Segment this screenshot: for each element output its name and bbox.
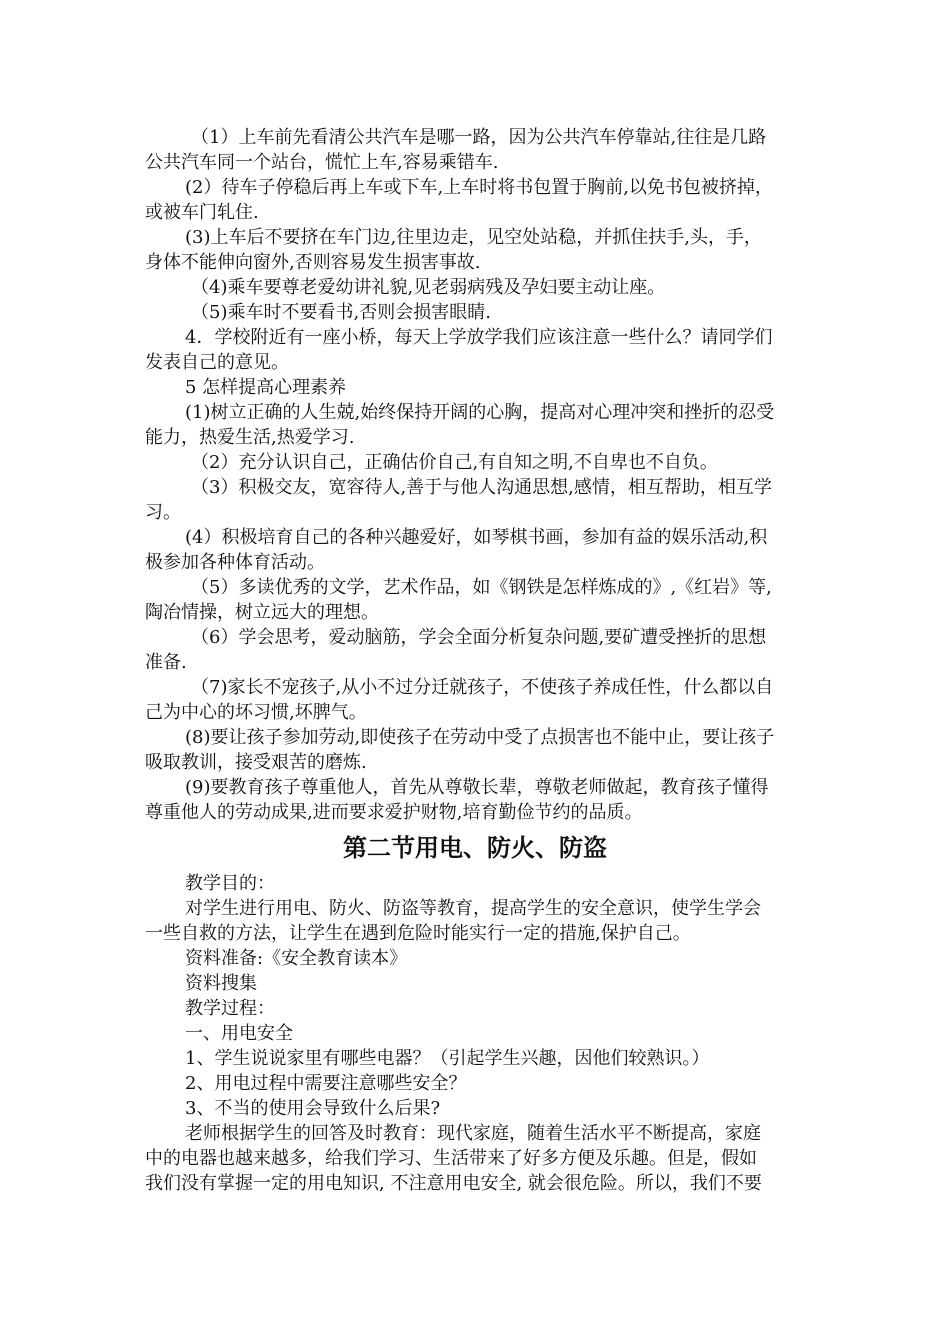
text-line: 发表自己的意见。	[145, 352, 289, 373]
text-line: （1）上车前先看清公共汽车是哪一路，因为公共汽车停靠站,往往是几路	[191, 127, 767, 148]
text-line: 能力，热爱生活,热爱学习.	[145, 427, 355, 448]
text-line: (1)树立正确的人生兢,始终保持开阔的心胸，提高对心理冲突和挫折的忍受	[185, 402, 775, 423]
text-line: （4)乘车要尊老爱幼讲礼貌,见老弱病残及孕妇要主动让座。	[191, 277, 666, 298]
text-line: 一些自救的方法，让学生在遇到危险时能实行一定的措施,保护自己。	[145, 923, 691, 944]
document-page	[145, 125, 805, 1196]
text-line: 我们没有掌握一定的用电知识, 不注意用电安全, 就会很危险。所以，我们不要	[145, 1173, 762, 1194]
text-line: 身体不能伸向窗外,否则容易发生损害事故.	[145, 252, 481, 273]
text-line: 5 怎样提高心理素养	[185, 377, 347, 398]
text-line: 老师根据学生的回答及时教育：现代家庭，随着生活水平不断提高，家庭	[185, 1123, 761, 1144]
text-line: （6）学会思考，爱动脑筋，学会全面分析复杂问题,要矿遭受挫折的思想	[191, 627, 767, 648]
text-line: 对学生进行用电、防火、防盗等教育，提高学生的安全意识，使学生学会	[185, 898, 761, 919]
text-line: 4．学校附近有一座小桥，每天上学放学我们应该注意一些什么？请同学们	[185, 327, 773, 348]
text-line: 2、用电过程中需要注意哪些安全？	[185, 1073, 467, 1094]
text-line: （2）充分认识自己，正确估价自己,有自知之明,不自卑也不自负。	[191, 452, 718, 473]
text-line: 己为中心的坏习惯,坏脾气。	[145, 702, 367, 723]
text-line: (4）积极培育自己的各种兴趣爱好，如琴棋书画，参加有益的娱乐活动,积	[185, 527, 768, 548]
text-line: (9)要教育孩子尊重他人，首先从尊敬长辈，尊敬老师做起，教育孩子懂得	[185, 777, 769, 798]
text-line: 3、不当的使用会导致什么后果?	[185, 1098, 441, 1119]
text-line: 公共汽车同一个站台，慌忙上车,容易乘错车.	[145, 152, 499, 173]
text-line: 1、学生说说家里有哪些电器？（引起学生兴趣，因他们较熟识。）	[185, 1048, 710, 1069]
text-line: (3)上车后不要挤在车门边,往里边走，见空处站稳，并抓住扶手,头，手，	[185, 227, 762, 248]
text-line: 尊重他人的劳动成果,进而要求爱护财物,培育勤俭节约的品质。	[145, 802, 643, 823]
section-heading: 第二节用电、防火、防盗	[343, 834, 607, 862]
text-line: 吸取教训，接受艰苦的磨炼.	[145, 752, 367, 773]
text-line: 资料准备:《安全教育读本》	[185, 948, 408, 969]
text-line: 资料搜集	[185, 973, 257, 994]
text-line: 教学目的：	[185, 873, 275, 894]
text-line: 或被车门轧住.	[145, 202, 259, 223]
text-line: （3）积极交友，宽容待人,善于与他人沟通思想,感情，相互帮助，相互学	[191, 477, 772, 498]
text-line: 习。	[145, 502, 181, 523]
text-line: (8)要让孩子参加劳动,即使孩子在劳动中受了点损害也不能中止，要让孩子	[185, 727, 775, 748]
text-line: （5）多读优秀的文学，艺术作品，如《钢铁是怎样炼成的》,《红岩》等,	[191, 577, 772, 598]
text-line: 准备.	[145, 652, 187, 673]
text-line: (2）待车子停稳后再上车或下车,上车时将书包置于胸前,以免书包被挤掉，	[185, 177, 773, 198]
text-line: 一、用电安全	[185, 1023, 293, 1044]
text-line: （7)家长不宠孩子,从小不过分迁就孩子，不使孩子养成任性，什么都以自	[191, 677, 774, 698]
text-line: 中的电器也越来越多，给我们学习、生活带来了好多方便及乐趣。但是，假如	[145, 1148, 757, 1169]
section-safety-and-psychology	[145, 125, 805, 825]
text-line: 陶冶情操，树立远大的理想。	[145, 602, 379, 623]
text-line: （5)乘车时不要看书,否则会损害眼睛.	[191, 302, 491, 323]
text-line: 极参加各种体育活动。	[145, 552, 325, 573]
section-electricity-fire-theft	[145, 871, 805, 1196]
text-line: 教学过程：	[185, 998, 275, 1019]
